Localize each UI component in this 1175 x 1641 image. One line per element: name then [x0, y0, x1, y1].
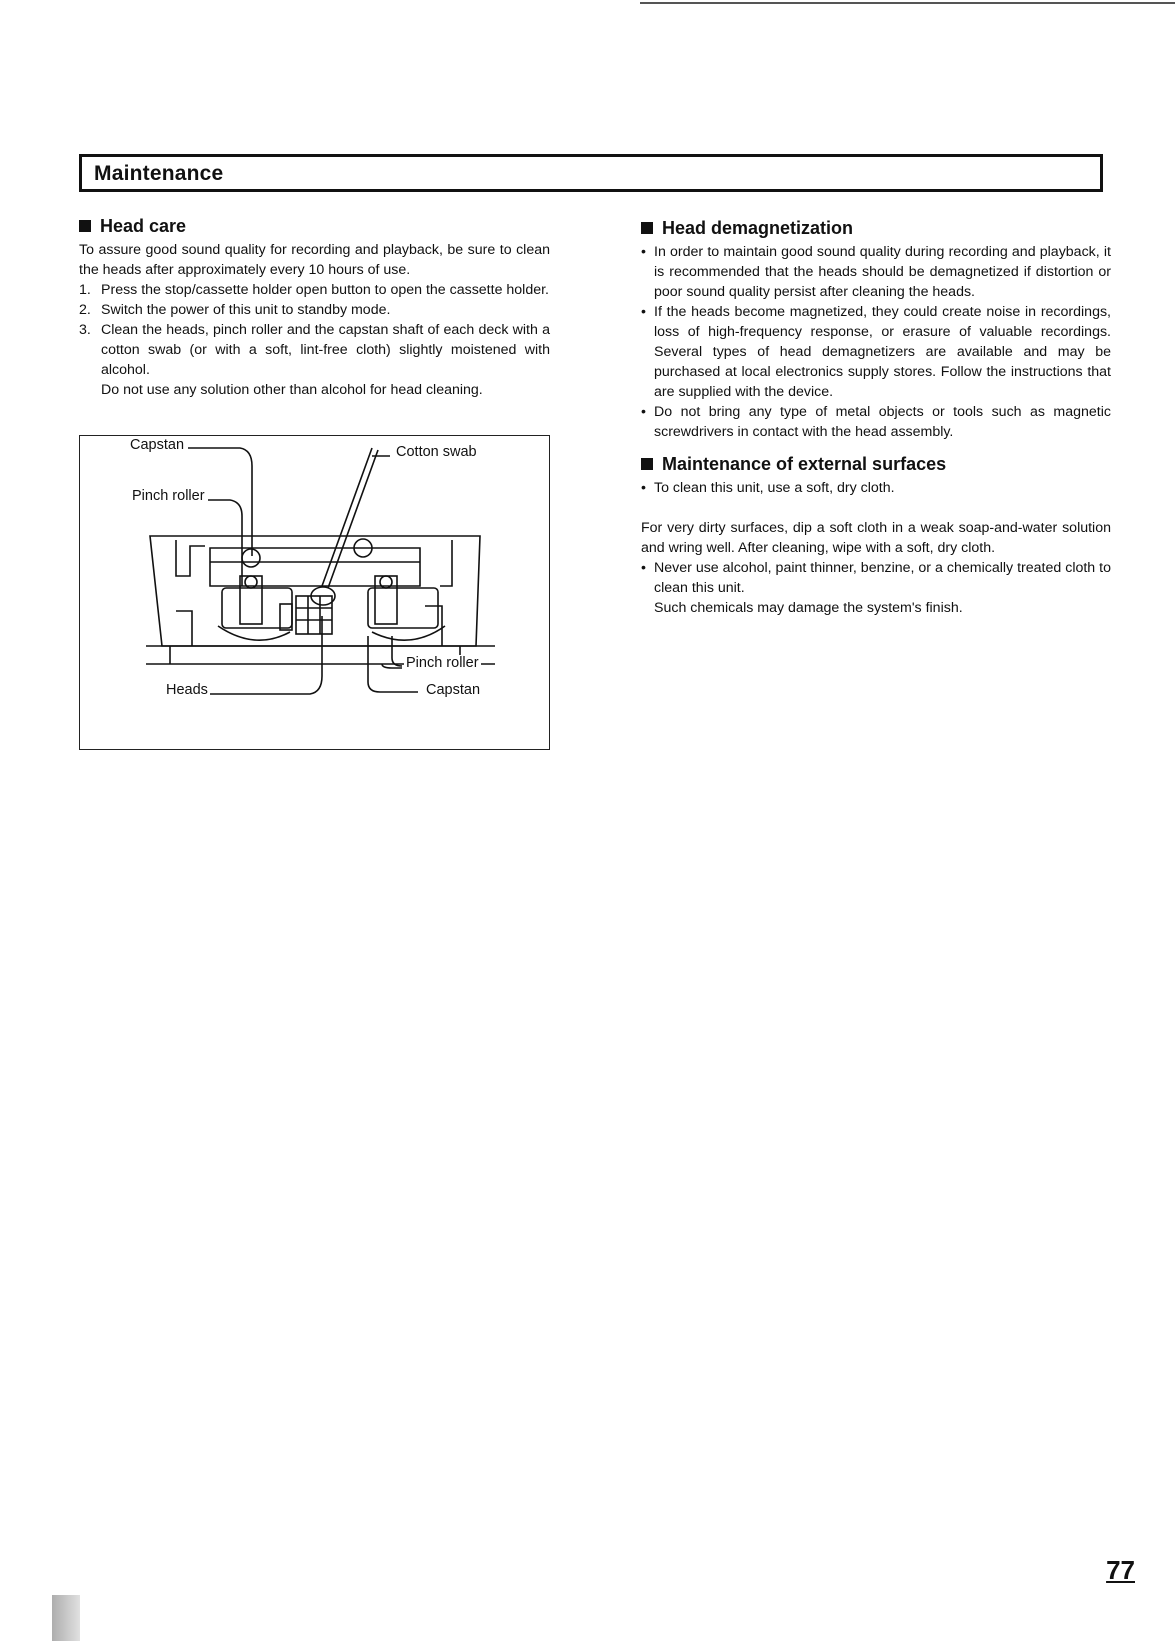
head-care-heading [79, 214, 550, 238]
step-item [79, 280, 550, 300]
step-text: Clean the heads, pinch roller and the capstan shaft of each deck with a cotton swab (or with a soft, lint-free cloth) slightly moistened with alcohol. [101, 322, 550, 378]
head-care-steps [79, 280, 550, 380]
page-number: 77 [1106, 1555, 1135, 1585]
right-column [641, 216, 1111, 618]
head-care-section [79, 214, 550, 400]
head-demag-heading [641, 216, 1111, 240]
label-capstan-bottom: Capstan [426, 682, 481, 698]
demag-bullet: • Do not bring any type of metal objects or tools such as magnetic screwdrivers in contact with the head assembly. [641, 402, 1111, 442]
square-bullet-icon [641, 222, 653, 234]
demag-bullet: • In order to maintain good sound quality during recording and playback, it is recommended that the heads should be demagnetized if distortion or poor sound quality persist after cleaning the heads. [641, 242, 1111, 302]
head-care-intro: To assure good sound quality for recording and playback, be sure to clean the heads after approximately every 10 hours of use. [79, 242, 550, 278]
step-item [79, 300, 550, 320]
step-item [79, 320, 550, 380]
external-heading-text: Maintenance of external surfaces [662, 454, 947, 474]
external-bullet: • Never use alcohol, paint thinner, benzine, or a chemically treated cloth to clean this unit. [641, 558, 1111, 598]
head-care-heading-text: Head care [100, 216, 187, 236]
label-capstan-top: Capstan [130, 437, 185, 453]
step-number: 1. [79, 282, 91, 298]
external-bullet: • To clean this unit, use a soft, dry cloth. [641, 478, 1111, 498]
section-title: Maintenance [94, 162, 224, 185]
external-heading [641, 452, 1111, 476]
head-cleaning-figure [79, 435, 550, 750]
label-cotton-swab: Cotton swab [396, 444, 477, 460]
step-number: 3. [79, 322, 91, 338]
step-text: Press the stop/cassette holder open button to open the cassette holder. [101, 282, 549, 298]
step-text: Switch the power of this unit to standby mode. [101, 302, 391, 318]
label-heads: Heads [166, 682, 208, 698]
top-rule [640, 2, 1175, 4]
external-paragraph: For very dirty surfaces, dip a soft cloth in a weak soap-and-water solution and wring well. After cleaning, wipe with a soft, dry cloth. [641, 520, 1111, 556]
head-care-note: Do not use any solution other than alcohol for head cleaning. [101, 382, 483, 398]
section-title-box [79, 154, 1103, 192]
square-bullet-icon [79, 220, 91, 232]
square-bullet-icon [641, 458, 653, 470]
label-pinch-roller-bottom: Pinch roller [406, 655, 479, 671]
scan-corner-mark [52, 1595, 80, 1641]
external-bullet-continuation: Such chemicals may damage the system's finish. [654, 600, 963, 616]
label-pinch-roller-top: Pinch roller [132, 488, 205, 504]
demag-bullet: • If the heads become magnetized, they could create noise in recordings, loss of high-frequency response, or erasure of valuable recordings. Several types of head demagnetizers are available and may be purchased at local electronics supply stores. Follow the instructions that are supplied with the device. [641, 302, 1111, 402]
cassette-deck-illustration [80, 436, 551, 751]
step-number: 2. [79, 302, 91, 318]
head-demag-heading-text: Head demagnetization [662, 218, 854, 238]
